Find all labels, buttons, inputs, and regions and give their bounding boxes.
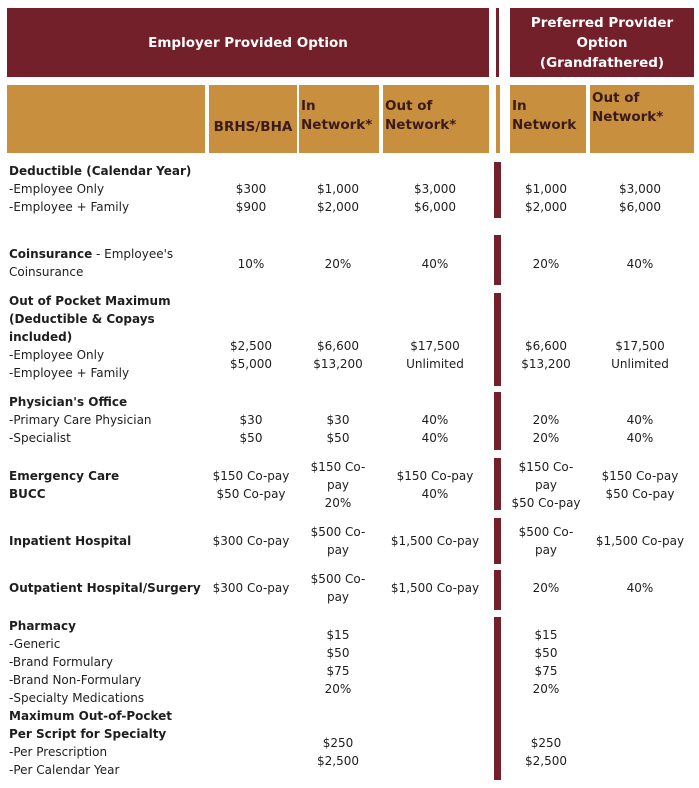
- value-line: $50: [534, 646, 558, 660]
- value-line: $6,600: [317, 339, 359, 353]
- ppo-option-header: [496, 8, 499, 77]
- value-cell-coinsurance-c3: [381, 255, 489, 273]
- row-label-line: -Brand Non-Formulary: [9, 673, 142, 687]
- value-line: $13,200: [313, 357, 363, 371]
- value-cell-deductible-c1: [205, 180, 297, 216]
- value-cell-pharmacy-c4: [506, 626, 586, 698]
- value-cell-coinsurance-c2: [297, 255, 379, 273]
- value-line: $6,000: [619, 200, 661, 214]
- value-cell-pharmacy-c2: [297, 626, 379, 698]
- row-label-line: BUCC: [9, 487, 46, 501]
- value-line: pay: [326, 543, 350, 557]
- divider-bar: [494, 570, 501, 610]
- value-line: $30: [326, 413, 350, 427]
- row-label-line: Per Script for Specialty: [9, 727, 167, 741]
- row-label-line: Physician's Office: [9, 395, 128, 409]
- value-line: pay: [326, 478, 350, 492]
- row-label-line: included): [9, 330, 73, 344]
- row-label-line: -Brand Formulary: [9, 655, 114, 669]
- value-line: pay: [534, 543, 558, 557]
- value-line: $500 Co-: [518, 525, 574, 539]
- row-label-line: -Specialist: [9, 431, 71, 445]
- value-line: 20%: [324, 257, 352, 271]
- value-line: 40%: [421, 257, 449, 271]
- value-cell-physician-c1: [205, 411, 297, 447]
- subheader-brhs: BRHS/BHA: [209, 85, 297, 153]
- value-line: $6,600: [525, 339, 567, 353]
- value-cell-inpatient-c2: [297, 523, 379, 559]
- value-line: $250: [322, 736, 354, 750]
- value-line: 20%: [532, 581, 560, 595]
- row-label-line: -Employee + Family: [9, 200, 130, 214]
- row-label-inpatient: [9, 532, 205, 550]
- subheader-in-network: In Network*: [299, 85, 379, 153]
- row-label-line: -Employee Only: [9, 348, 105, 362]
- value-line: $50: [326, 646, 350, 660]
- row-label-line: Pharmacy: [9, 619, 76, 633]
- employer-option-header: [7, 8, 489, 77]
- row-label-strong: Coinsurance: [9, 247, 93, 261]
- value-cell-coinsurance-c1: [205, 255, 297, 273]
- value-cell-inpatient-c3: [381, 532, 489, 550]
- value-cell-deductible-c4: [506, 180, 586, 216]
- subheader-label-cell: [7, 85, 205, 153]
- value-line: 40%: [626, 581, 654, 595]
- row-label-line: [9, 245, 205, 263]
- subheader-out-network: Out of Network*: [383, 85, 489, 153]
- value-line: $150 Co-pay: [601, 469, 679, 483]
- value-cell-physician-c4: [506, 411, 586, 447]
- value-line: $150 Co-: [518, 460, 574, 474]
- value-line: $13,200: [521, 357, 571, 371]
- row-label-line: Emergency Care: [9, 469, 120, 483]
- value-cell-emergency-c2: [297, 458, 379, 512]
- value-line: $3,000: [619, 182, 661, 196]
- row-label-line: -Per Calendar Year: [9, 763, 120, 777]
- value-cell-outpatient-c2: [297, 570, 379, 606]
- value-cell-max_specialty-c2: [297, 734, 379, 770]
- value-cell-emergency-c5: [586, 467, 694, 503]
- value-line: $75: [534, 664, 558, 678]
- value-line: $1,500 Co-pay: [595, 534, 685, 548]
- value-line: 40%: [421, 431, 449, 445]
- value-cell-deductible-c3: [381, 180, 489, 216]
- value-line: $50 Co-pay: [605, 487, 675, 501]
- value-cell-max_specialty-c4: [506, 734, 586, 770]
- divider-bar: [494, 293, 501, 386]
- value-cell-outpatient-c1: [205, 579, 297, 597]
- row-label-coinsurance: [9, 245, 205, 281]
- value-line: 40%: [626, 257, 654, 271]
- row-label-line: -Generic: [9, 637, 61, 651]
- value-line: $1,000: [525, 182, 567, 196]
- value-line: 40%: [626, 413, 654, 427]
- row-label-line: Inpatient Hospital: [9, 534, 132, 548]
- value-line: 20%: [532, 257, 560, 271]
- subheader-divider: [496, 85, 500, 153]
- divider-bar: [494, 617, 501, 780]
- value-line: $50 Co-pay: [216, 487, 286, 501]
- row-label-suffix: - Employee's: [92, 247, 174, 261]
- value-line: $500 Co-: [310, 572, 366, 586]
- value-cell-deductible-c5: [586, 180, 694, 216]
- value-cell-outpatient-c4: [506, 579, 586, 597]
- value-line: $5,000: [230, 357, 272, 371]
- divider-bar: [494, 162, 501, 218]
- value-line: 40%: [626, 431, 654, 445]
- value-line: $50: [239, 431, 263, 445]
- value-line: pay: [326, 590, 350, 604]
- divider-bar: [494, 235, 501, 285]
- value-line: 20%: [532, 682, 560, 696]
- row-label-line: -Employee Only: [9, 182, 105, 196]
- value-line: $2,000: [317, 200, 359, 214]
- row-label-line: -Employee + Family: [9, 366, 130, 380]
- value-line: 10%: [237, 257, 265, 271]
- row-label-line: Deductible (Calendar Year): [9, 164, 192, 178]
- row-label-line: -Primary Care Physician: [9, 413, 152, 427]
- row-label-line: Out of Pocket Maximum: [9, 294, 171, 308]
- value-line: $300 Co-pay: [212, 581, 290, 595]
- row-label-emergency: [9, 467, 205, 503]
- value-line: $1,500 Co-pay: [390, 534, 480, 548]
- value-cell-physician-c5: [586, 411, 694, 447]
- row-label-line: -Per Prescription: [9, 745, 108, 759]
- subheader-ppo-out-network: Out of Network*: [590, 85, 694, 153]
- row-label-outpatient: [9, 579, 205, 597]
- value-line: $300: [235, 182, 267, 196]
- value-cell-emergency-c3: [381, 467, 489, 503]
- value-line: Unlimited: [611, 357, 669, 371]
- value-cell-inpatient-c4: [506, 523, 586, 559]
- value-line: 20%: [324, 682, 352, 696]
- value-cell-deductible-c2: [297, 180, 379, 216]
- value-line: 20%: [532, 431, 560, 445]
- value-line: 40%: [421, 487, 449, 501]
- value-line: 20%: [532, 413, 560, 427]
- value-line: $17,500: [615, 339, 665, 353]
- value-cell-coinsurance-c4: [506, 255, 586, 273]
- value-cell-outpatient-c3: [381, 579, 489, 597]
- row-label-oop: [9, 292, 205, 382]
- row-label-max_specialty: [9, 707, 205, 779]
- value-cell-inpatient-c1: [205, 532, 297, 550]
- divider-bar: [494, 392, 501, 450]
- value-line: $2,500: [317, 754, 359, 768]
- value-line: $17,500: [410, 339, 460, 353]
- value-cell-oop-c4: [506, 337, 586, 373]
- ppo-option-title: Preferred Provider Option (Grandfathered): [530, 14, 674, 71]
- value-line: $1,000: [317, 182, 359, 196]
- value-cell-physician-c3: [381, 411, 489, 447]
- employer-option-title: Employer Provided Option: [148, 34, 348, 51]
- value-line: Unlimited: [406, 357, 464, 371]
- row-label-line: (Deductible & Copays: [9, 312, 155, 326]
- value-line: $15: [326, 628, 350, 642]
- value-line: $500 Co-: [310, 525, 366, 539]
- value-line: $150 Co-pay: [212, 469, 290, 483]
- row-label-line: Maximum Out-of-Pocket: [9, 709, 173, 723]
- value-cell-outpatient-c5: [586, 579, 694, 597]
- value-line: $250: [530, 736, 562, 750]
- divider-bar: [494, 518, 501, 564]
- value-cell-oop-c3: [381, 337, 489, 373]
- value-line: pay: [534, 478, 558, 492]
- row-label-pharmacy: [9, 617, 205, 707]
- value-line: $50 Co-pay: [511, 496, 581, 510]
- value-line: 40%: [421, 413, 449, 427]
- row-label-physician: [9, 393, 205, 447]
- row-label-deductible: [9, 162, 205, 216]
- value-line: $75: [326, 664, 350, 678]
- row-label-line: Coinsurance: [9, 265, 84, 279]
- value-cell-physician-c2: [297, 411, 379, 447]
- value-line: $2,000: [525, 200, 567, 214]
- value-line: $3,000: [414, 182, 456, 196]
- value-line: $2,500: [525, 754, 567, 768]
- value-line: $150 Co-: [310, 460, 366, 474]
- value-line: $6,000: [414, 200, 456, 214]
- row-label-line: -Specialty Medications: [9, 691, 145, 705]
- divider-bar: [494, 458, 501, 510]
- value-line: $50: [326, 431, 350, 445]
- row-label-line: Outpatient Hospital/Surgery: [9, 581, 201, 595]
- value-line: $30: [239, 413, 263, 427]
- value-line: $15: [534, 628, 558, 642]
- value-cell-emergency-c4: [506, 458, 586, 512]
- value-cell-oop-c1: [205, 337, 297, 373]
- subheader-ppo-in-network: In Network: [510, 85, 586, 153]
- value-line: $300 Co-pay: [212, 534, 290, 548]
- value-line: 20%: [324, 496, 352, 510]
- value-line: $1,500 Co-pay: [390, 581, 480, 595]
- ppo-option-header-main: [510, 8, 694, 77]
- value-line: $2,500: [230, 339, 272, 353]
- value-cell-oop-c5: [586, 337, 694, 373]
- value-line: $150 Co-pay: [396, 469, 474, 483]
- value-cell-inpatient-c5: [586, 532, 694, 550]
- value-cell-coinsurance-c5: [586, 255, 694, 273]
- value-cell-emergency-c1: [205, 467, 297, 503]
- value-cell-oop-c2: [297, 337, 379, 373]
- value-line: $900: [235, 200, 267, 214]
